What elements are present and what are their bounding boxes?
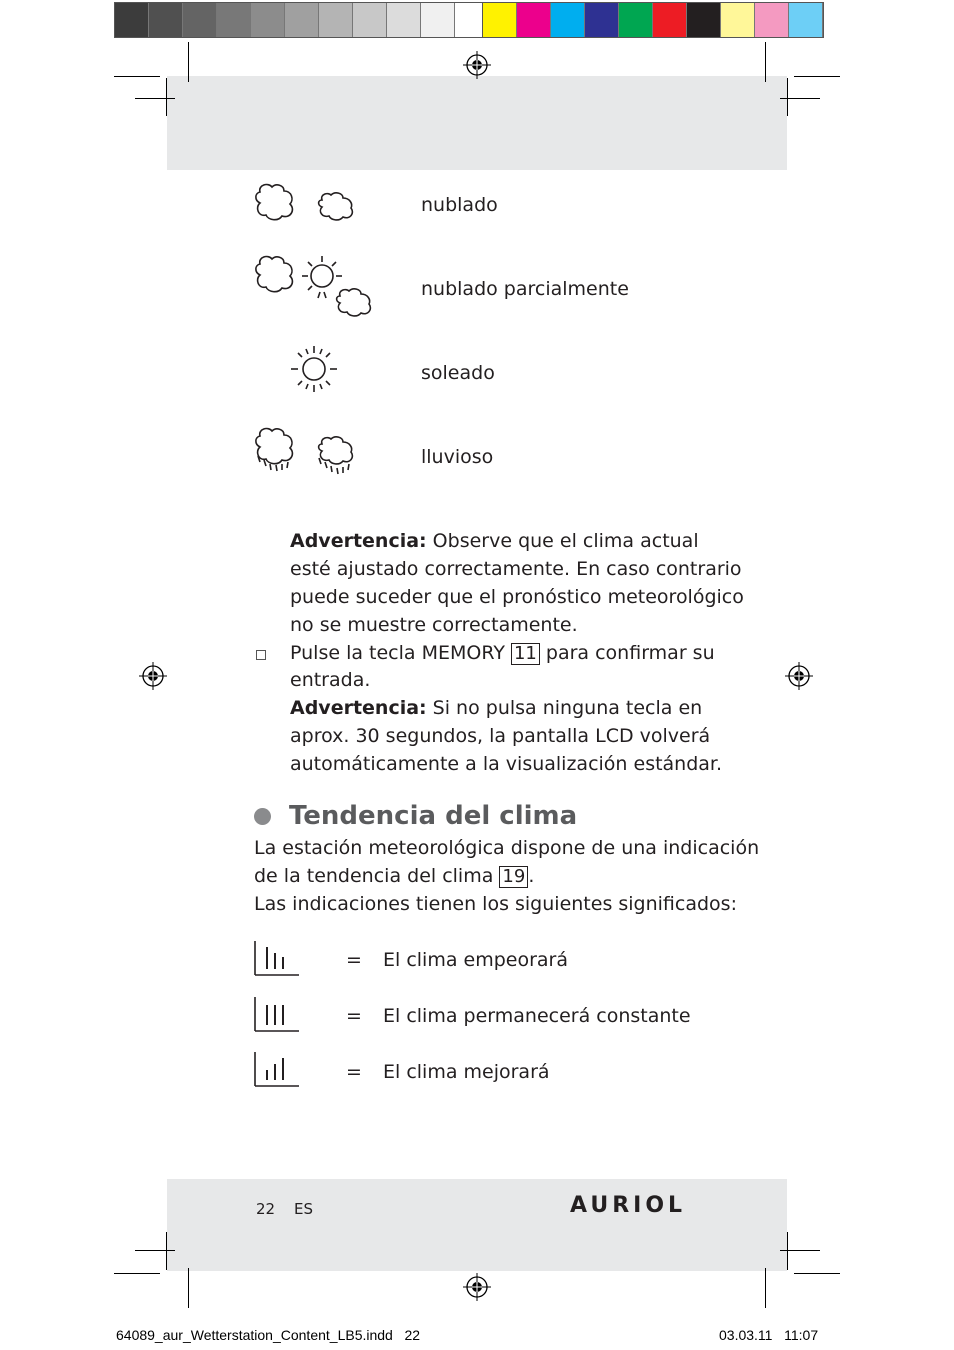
weather-label-cloudy: nublado (421, 194, 498, 216)
gray-swatch (387, 3, 421, 37)
header-gray-band (167, 76, 787, 170)
partly-cloudy-icon (254, 254, 379, 324)
trend-steady-icon (253, 995, 301, 1033)
crop-mark (765, 42, 766, 82)
sunny-icon (290, 344, 338, 394)
weather-label-partly-cloudy: nublado parcialmente (421, 278, 629, 300)
process-color-swatch (619, 3, 653, 37)
gray-swatch (149, 3, 183, 37)
crop-mark (794, 76, 840, 77)
crop-mark (787, 1232, 788, 1270)
crop-mark (765, 1268, 766, 1308)
weather-label-rainy: lluvioso (421, 446, 494, 468)
process-color-bar (482, 2, 824, 38)
process-color-swatch (687, 3, 721, 37)
section-paragraph-line: La estación meteorológica dispone de una indicación (254, 837, 760, 859)
crop-mark (188, 1268, 189, 1308)
trend-equals: = (346, 949, 362, 971)
warning-note-line: no se muestre correctamente. (290, 614, 578, 636)
cloudy-icon (254, 182, 364, 222)
gray-color-bar (114, 2, 490, 38)
trend-label-falling: El clima empeorará (383, 949, 568, 971)
warning-note-line: puede suceder que el pronóstico meteorológico (290, 586, 744, 608)
trend-falling-icon (253, 939, 301, 977)
footer-gray-band (167, 1179, 787, 1271)
gray-swatch (115, 3, 149, 37)
file-name: 64089_aur_Wetterstation_Content_LB5.indd 22 (116, 1327, 421, 1343)
crop-mark (780, 98, 820, 99)
crop-mark (794, 1273, 840, 1274)
registration-mark-icon (785, 662, 813, 690)
language-code: ES (294, 1200, 313, 1218)
crop-mark (780, 1250, 820, 1251)
process-color-swatch (653, 3, 687, 37)
step-checkbox-icon (256, 650, 266, 660)
trend-equals: = (346, 1061, 362, 1083)
crop-mark (114, 1273, 160, 1274)
gray-swatch (217, 3, 251, 37)
gray-swatch (285, 3, 319, 37)
warning-note-line: Advertencia: Observe que el clima actual (290, 530, 699, 552)
gray-swatch (421, 3, 455, 37)
crop-mark (787, 78, 788, 116)
step-instruction: Pulse la tecla MEMORY 11 para confirmar su (290, 642, 715, 664)
section-title: Tendencia del clima (289, 801, 578, 831)
warning-note-line: esté ajustado correctamente. En caso contrario (290, 558, 742, 580)
section-paragraph-line: Las indicaciones tienen los siguientes significados: (254, 893, 737, 915)
crop-mark (135, 98, 175, 99)
warning-note-line: Advertencia: Si no pulsa ninguna tecla en (290, 697, 703, 719)
process-color-swatch (789, 3, 823, 37)
process-color-swatch (585, 3, 619, 37)
process-color-swatch (551, 3, 585, 37)
warning-label: Advertencia: (290, 530, 427, 552)
crop-mark (135, 1250, 175, 1251)
section-bullet-icon (254, 808, 271, 825)
step-instruction-line: entrada. (290, 669, 371, 691)
process-color-swatch (721, 3, 755, 37)
process-color-swatch (483, 3, 517, 37)
process-color-swatch (755, 3, 789, 37)
print-date-time: 03.03.11 11:07 (719, 1327, 819, 1343)
registration-mark-icon (139, 662, 167, 690)
gray-swatch (251, 3, 285, 37)
trend-rising-icon (253, 1050, 301, 1088)
weather-label-sunny: soleado (421, 362, 495, 384)
warning-label: Advertencia: (290, 697, 427, 719)
trend-equals: = (346, 1005, 362, 1027)
warning-note-line: automáticamente a la visualización estándar. (290, 753, 723, 775)
registration-mark-icon (463, 51, 491, 79)
trend-label-steady: El clima permanecerá constante (383, 1005, 691, 1027)
crop-mark (166, 1232, 167, 1270)
registration-mark-icon (463, 1273, 491, 1301)
section-paragraph-line: de la tendencia del clima 19 . (254, 865, 535, 887)
crop-mark (188, 42, 189, 82)
crop-mark (166, 78, 167, 116)
warning-note-line: aprox. 30 segundos, la pantalla LCD volverá (290, 725, 711, 747)
trend-indicator-reference: 19 (499, 866, 528, 888)
memory-key-reference: 11 (511, 643, 540, 665)
page-number: 22 (256, 1200, 276, 1218)
process-color-swatch (517, 3, 551, 37)
gray-swatch (319, 3, 353, 37)
rainy-icon (254, 426, 364, 484)
brand-logo: AURIOL (570, 1193, 687, 1218)
trend-label-rising: El clima mejorará (383, 1061, 550, 1083)
crop-mark (114, 76, 160, 77)
gray-swatch (183, 3, 217, 37)
gray-swatch (353, 3, 387, 37)
